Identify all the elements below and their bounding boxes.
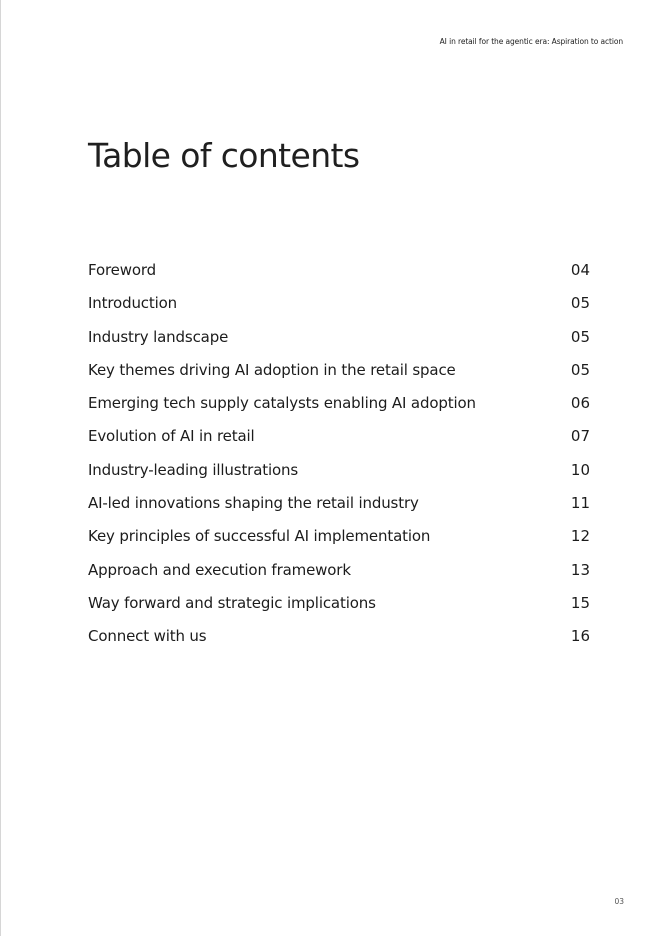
table-of-contents-list: [88, 256, 590, 656]
toc-entry-page-number: 05: [570, 294, 590, 313]
toc-entry-page-number: 11: [570, 494, 590, 513]
toc-entry-industry-landscape[interactable]: [88, 323, 590, 356]
toc-entry-title: Way forward and strategic implications: [88, 593, 376, 612]
toc-entry-page-number: 05: [570, 327, 590, 346]
toc-entry-title: Emerging tech supply catalysts enabling AI adoption: [88, 394, 476, 413]
toc-entry-key-themes[interactable]: [88, 356, 590, 389]
toc-entry-approach-framework[interactable]: [88, 556, 590, 589]
toc-entry-title: Evolution of AI in retail: [88, 427, 255, 446]
toc-entry-evolution-of-ai[interactable]: [88, 422, 590, 455]
toc-entry-connect-with-us[interactable]: [88, 622, 590, 655]
toc-entry-emerging-tech[interactable]: [88, 389, 590, 422]
page-left-edge-rule: [0, 0, 1, 936]
toc-entry-title: Approach and execution framework: [88, 560, 351, 579]
toc-entry-title: Industry-leading illustrations: [88, 460, 299, 479]
toc-entry-title: Key principles of successful AI implementation: [88, 527, 431, 546]
toc-entry-foreword[interactable]: [88, 256, 590, 289]
toc-entry-title: Industry landscape: [88, 327, 229, 346]
toc-entry-industry-illustrations[interactable]: [88, 456, 590, 489]
toc-entry-title: Key themes driving AI adoption in the retail space: [88, 360, 456, 379]
toc-entry-way-forward[interactable]: [88, 589, 590, 622]
toc-entry-page-number: 10: [570, 460, 590, 479]
page-title: Table of contents: [88, 136, 360, 175]
running-header-title: AI in retail for the agentic era: Aspiration to action: [439, 37, 623, 46]
toc-entry-page-number: 07: [570, 427, 590, 446]
toc-entry-page-number: 04: [570, 261, 590, 279]
footer-page-number: 03: [614, 897, 624, 906]
toc-entry-page-number: 15: [570, 593, 590, 612]
toc-entry-ai-led-innovations[interactable]: [88, 489, 590, 522]
toc-entry-title: Connect with us: [88, 627, 207, 646]
toc-entry-page-number: 13: [570, 560, 590, 579]
toc-entry-title: Introduction: [88, 294, 178, 313]
toc-entry-title: AI-led innovations shaping the retail industry: [88, 494, 419, 513]
toc-entry-page-number: 06: [570, 394, 590, 413]
toc-entry-page-number: 05: [570, 360, 590, 379]
toc-entry-introduction[interactable]: [88, 289, 590, 322]
toc-entry-page-number: 16: [570, 627, 590, 646]
toc-entry-page-number: 12: [570, 527, 590, 546]
toc-entry-key-principles[interactable]: [88, 522, 590, 555]
toc-entry-title: Foreword: [88, 261, 157, 279]
